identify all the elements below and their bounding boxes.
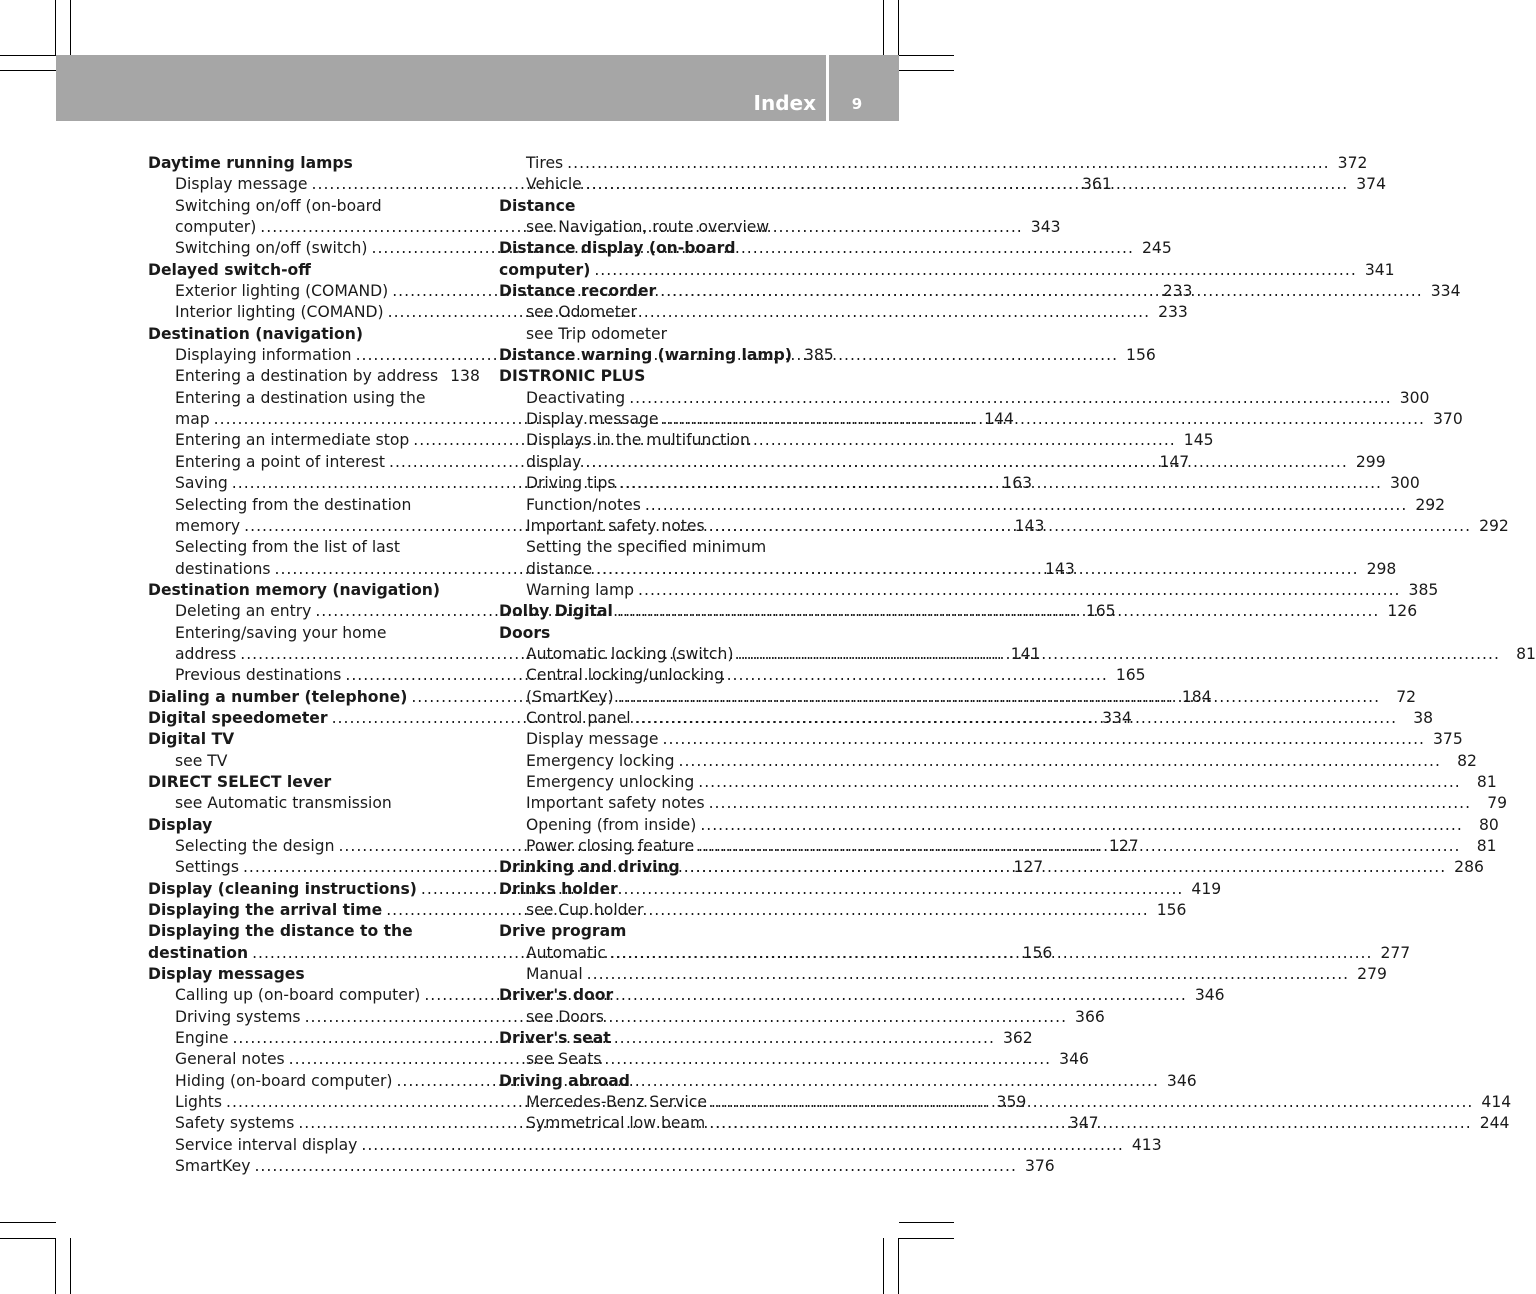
index-page-ref[interactable]: 245 [1141,239,1172,258]
index-page-ref[interactable]: 334 [1430,282,1461,301]
index-entry-text: Switching on/off (switch) [175,239,368,258]
index-entry-text: computer) [499,260,591,279]
index-entry-text: Tires [526,154,564,172]
dot-leader [645,495,1407,516]
index-page-ref[interactable]: 362 [1002,1029,1033,1048]
crop-mark [899,1222,954,1223]
index-page-ref[interactable]: 233 [1158,303,1188,322]
index-entry-text: Deactivating [526,388,626,407]
index-page-ref[interactable]: 279 [1357,965,1387,984]
index-entry [148,921,478,942]
index-entry-text: Driver's door [499,986,614,1005]
index-entry-text: Saving [175,474,228,493]
crop-mark [55,1238,56,1294]
crop-mark [55,0,56,55]
index-entry [148,964,478,985]
index-entry-text: Lights [175,1093,223,1112]
index-entry [148,580,478,601]
index-page-ref[interactable]: 359 [996,1093,1027,1112]
dot-leader [587,964,1349,985]
index-entry-text: destination [148,943,249,962]
index-entry-text: destinations [175,559,271,578]
index-subentry [499,324,829,345]
index-page-ref[interactable]: 346 [1194,986,1225,1005]
index-page-ref[interactable]: 334 [1102,708,1132,727]
index-entry-text: Driver's seat [499,1029,611,1048]
index-entry-text: DIRECT SELECT lever [148,772,332,791]
index-entry-text: Driving systems [175,1007,301,1026]
index-entry-text: Entering/saving your home [175,623,387,642]
dot-leader [679,751,1441,772]
index-entry-text: see Cup holder [526,901,644,920]
index-subentry [148,1135,1162,1156]
index-page-ref[interactable]: 347 [1068,1114,1099,1133]
crop-mark [883,0,884,55]
index-entry-text: Service interval display [175,1135,358,1154]
index-page-ref[interactable]: 143 [1014,516,1045,535]
index-entry-text: Destination (navigation) [148,324,363,343]
index-subentry [499,900,829,921]
index-page-ref[interactable]: 419 [1191,879,1222,898]
index-entry-text: DISTRONIC PLUS [499,367,646,386]
index-entry-text: Dolby Digital [499,602,613,621]
index-page-ref[interactable]: 141 [1010,644,1041,663]
index-page-ref[interactable]: 385 [1408,580,1439,599]
page-title: Index [753,91,816,115]
index-page-ref[interactable]: 300 [1399,388,1430,407]
index-entry-text: Displays in the multifunction [526,431,750,450]
crop-mark [0,1238,56,1239]
dot-leader [361,1135,1123,1156]
index-subentry [499,1049,829,1070]
crop-mark [899,55,954,56]
dot-leader [254,1156,1016,1177]
index-subentry [148,388,478,409]
dot-leader [567,153,1329,174]
index-page-ref[interactable]: 341 [1364,260,1395,279]
index-subentry [499,153,1368,174]
dot-leader [660,281,1422,302]
index-subentry [148,196,478,217]
index-entry-text: Hiding (on-board computer) [175,1071,393,1090]
dot-leader [617,601,1379,622]
index-entry-text: Settings [175,858,239,877]
index-entry-text: memory [175,516,241,535]
index-entry-text: Distance warning (warning lamp) [499,346,792,365]
dot-leader [709,1113,1471,1134]
index-entry [148,729,478,750]
index-entry-text: Displaying information [175,346,352,365]
index-entry-text: Displaying the arrival time [148,901,383,920]
index-entry-text: Exterior lighting (COMAND) [175,282,389,301]
index-entry-text: Important safety notes [526,794,705,813]
index-entry-text: see Doors [526,1007,604,1026]
index-entry-text: Doors [499,623,551,642]
index-subentry [499,1007,829,1028]
index-entry [499,623,829,644]
index-entry [148,324,478,345]
crop-mark [0,70,56,71]
index-subentry [499,964,1387,985]
index-page-ref[interactable]: 127 [1108,837,1139,855]
index-page-ref[interactable]: 143 [1044,559,1075,578]
index-page-ref[interactable]: 244 [1479,1114,1510,1133]
index-entry-text: Automatic [526,943,606,962]
crop-mark [883,1238,884,1294]
index-entry [148,153,478,174]
index-page-ref[interactable]: 81 [1476,837,1497,855]
index-entry-text: Interior lighting (COMAND) [175,303,384,322]
dot-leader [663,409,1425,430]
dot-leader [596,559,1358,580]
index-entry-text: see Seats [526,1050,602,1069]
index-entry-text: Previous destinations [175,666,342,685]
index-entry-text: see Navigation, route overview [526,218,770,237]
index-entry-text: computer) [175,218,257,237]
dot-leader [709,516,1471,537]
index-entry-text: Deleting an entry [175,602,312,621]
index-page-ref[interactable]: 81 [1476,772,1497,791]
index-page-ref[interactable]: 72 [1396,687,1417,706]
index-page-ref[interactable]: 156 [1126,346,1156,365]
dot-leader [586,174,1348,195]
index-subentry [499,772,1497,793]
index-page-ref[interactable]: 346 [1059,1050,1089,1069]
index-entry-text: Setting the specified minimum [526,538,767,557]
index-subentry [148,793,478,814]
index-page-ref[interactable]: 376 [1024,1157,1055,1176]
dot-leader [698,772,1460,793]
index-subentry [148,1156,1055,1177]
index-entry [499,238,829,259]
index-entry-text: Destination memory (navigation) [148,580,441,599]
index-page-ref[interactable]: 82 [1457,751,1477,770]
crop-mark [0,1222,56,1223]
index-entry-text: Distance recorder [499,282,657,301]
dot-leader [629,388,1391,409]
index-entry-text: Symmetrical low beam [526,1114,706,1133]
index-page-ref[interactable]: 343 [1030,218,1061,237]
dot-leader [594,260,1356,281]
index-page-ref[interactable]: 299 [1355,452,1386,471]
index-entry-text: Entering a point of interest [175,452,385,471]
index-page-ref[interactable]: 156 [1022,943,1053,962]
index-entry-text: Distance [499,196,576,215]
index-page-ref[interactable]: 372 [1337,154,1368,172]
index-entry-text: Safety systems [175,1114,295,1133]
index-entry-text: Drinking and driving [499,858,680,877]
index-entry [148,815,478,836]
index-entry-text: Digital TV [148,730,235,749]
index-page-ref[interactable]: 385 [803,346,834,365]
index-entry-text: Calling up (on-board computer) [175,986,421,1005]
index-entry-text: Power closing feature [526,837,695,855]
index-entry-text: Selecting from the destination [175,495,412,514]
index-page-ref[interactable]: 413 [1131,1135,1162,1154]
index-entry [499,921,829,942]
index-entry-text: Entering a destination using the [175,388,426,407]
index-page-ref[interactable]: 81 [1516,644,1536,663]
index-entry-text: Drive program [499,922,627,941]
index-page-ref[interactable]: 375 [1433,730,1463,749]
index-entry-text: Switching on/off (on-board [175,196,382,215]
dot-leader [610,943,1372,964]
index-entry-text: Engine [175,1029,229,1048]
dot-leader [635,708,1397,729]
index-entry [499,345,834,366]
index-entry-text: Display (cleaning instructions) [148,879,417,898]
index-entry [499,985,829,1006]
index-entry-text: see Trip odometer [526,324,667,343]
index-subentry [499,537,829,558]
dot-leader [620,473,1382,494]
index-page-ref[interactable]: 184 [1181,687,1212,706]
index-page-ref[interactable]: 163 [1002,474,1033,493]
index-entry-text: Driving tips [526,474,616,493]
index-page-ref[interactable]: 165 [1115,666,1146,685]
index-page-ref[interactable]: 156 [1156,901,1187,920]
index-entry [499,1071,829,1092]
index-entry-text: Displaying the distance to the [148,922,413,941]
index-page-ref[interactable]: 165 [1085,602,1116,621]
index-entry-text: Entering an intermediate stop [175,431,410,450]
page-number: 9 [851,95,863,113]
index-entry-text: Display messages [148,965,305,984]
index-entry-text: Emergency unlocking [526,772,695,791]
index-entry-text: Driving abroad [499,1071,630,1090]
index-entry-text: Distance display (on-board [499,239,736,258]
index-page-ref[interactable]: 374 [1356,175,1387,194]
crop-mark [0,55,56,56]
index-subentry [499,580,1439,601]
index-page-ref[interactable]: 298 [1366,559,1397,578]
index-entry-text: see TV [175,751,228,770]
crop-mark [899,70,954,71]
crop-mark [898,1238,899,1294]
index-entry-text: map [175,410,210,429]
index-entry-text: Central locking/unlocking [526,666,724,685]
index-entry-text: Manual [526,965,583,984]
index-entry-text: Important safety notes [526,516,705,535]
index-entry-text: Selecting from the list of last [175,538,400,557]
index-page-ref[interactable]: 144 [984,410,1014,429]
index-subentry [499,430,829,451]
header-divider [826,55,829,121]
index-entry-text: Delayed switch-off [148,260,311,279]
index-entry-text: Display message [526,730,659,749]
index-page-ref[interactable]: 147 [1159,452,1190,471]
index-subentry [499,815,1499,836]
dot-leader [698,836,1460,857]
index-page-ref[interactable]: 361 [1082,175,1112,194]
index-entry-text: Display [148,815,213,834]
dot-leader [585,452,1347,473]
index-entry-text: Opening (from inside) [526,815,697,834]
dot-leader [684,857,1446,878]
dot-leader [663,729,1425,750]
index-subentry [148,366,478,387]
index-subentry [499,217,829,238]
index-entry-text: Vehicle [526,175,582,194]
index-page-ref[interactable]: 38 [1413,708,1434,727]
index-entry-text: Drinks holder [499,879,618,898]
index-page-ref[interactable]: 292 [1479,516,1509,535]
index-page-ref[interactable]: 138 [450,367,480,386]
index-entry-text: Selecting the design [175,837,335,855]
index-page-ref[interactable]: 292 [1415,495,1446,514]
index-subentry [148,751,478,772]
index-entry-text: Mercedes-Benz Service [526,1093,707,1112]
index-entry [499,366,829,387]
index-subentry [148,495,478,516]
crop-mark [70,1238,71,1294]
index-entry-text: display [526,452,582,471]
dot-leader [618,687,1380,708]
index-subentry [499,729,1463,750]
index-entry-text: SmartKey [175,1157,251,1176]
index-entry-text: Entering a destination by address [175,367,439,386]
index-page-ref[interactable]: 414 [1481,1093,1512,1112]
index-entry-text: Dialing a number (telephone) [148,687,408,706]
index-page-ref[interactable]: 79 [1487,794,1508,813]
index-page-ref[interactable]: 127 [1013,858,1044,877]
index-entry-text: (SmartKey) [526,687,614,706]
index-subentry [499,388,1430,409]
dot-leader [700,815,1462,836]
index-entry-text: Display message [526,410,659,429]
index-entry-text: Control panel [526,708,631,727]
index-page-ref[interactable]: 145 [1183,431,1214,450]
index-subentry [148,623,478,644]
index-entry [499,879,829,900]
index-subentry [499,793,1508,814]
index-entry [499,1028,829,1049]
crop-mark [70,0,71,55]
dot-leader [709,793,1471,814]
index-entry-text: see Automatic transmission [175,794,392,813]
index-entry-text: Daytime running lamps [148,154,353,172]
index-entry [499,260,1395,281]
index-page-ref[interactable]: 286 [1454,858,1484,877]
dot-leader [711,1092,1473,1113]
index-page-ref[interactable]: 233 [1162,282,1193,301]
index-entry [148,772,478,793]
index-entry [148,260,478,281]
index-page-ref[interactable]: 300 [1390,474,1420,493]
index-entry-text: Display message [175,175,308,194]
index-entry-text: Automatic locking (switch) [526,644,734,663]
index-entry-text: see Odometer [526,303,637,322]
index-page-ref[interactable]: 346 [1166,1071,1197,1090]
crop-mark [899,1238,954,1239]
crop-mark [898,0,899,55]
dot-leader [737,644,1499,665]
index-entry-text: Function/notes [526,495,641,514]
index-page-ref[interactable]: 370 [1433,410,1463,429]
index-entry-text: Emergency locking [526,751,675,770]
index-page-ref[interactable]: 80 [1478,815,1499,834]
index-entry-text: General notes [175,1050,285,1069]
index-page-ref[interactable]: 366 [1075,1007,1105,1026]
index-subentry [499,495,1446,516]
index-page-ref[interactable]: 277 [1380,943,1411,962]
index-subentry [499,302,829,323]
dot-leader [638,580,1400,601]
index-subentry [499,751,1477,772]
index-subentry [499,665,829,686]
index-entry-text: distance [526,559,593,578]
index-entry-text: address [175,644,237,663]
index-page-ref[interactable]: 126 [1387,602,1418,621]
index-entry-text: Digital speedometer [148,708,328,727]
index-entry [499,196,829,217]
index-subentry [148,537,478,558]
index-entry-text: Warning lamp [526,580,635,599]
